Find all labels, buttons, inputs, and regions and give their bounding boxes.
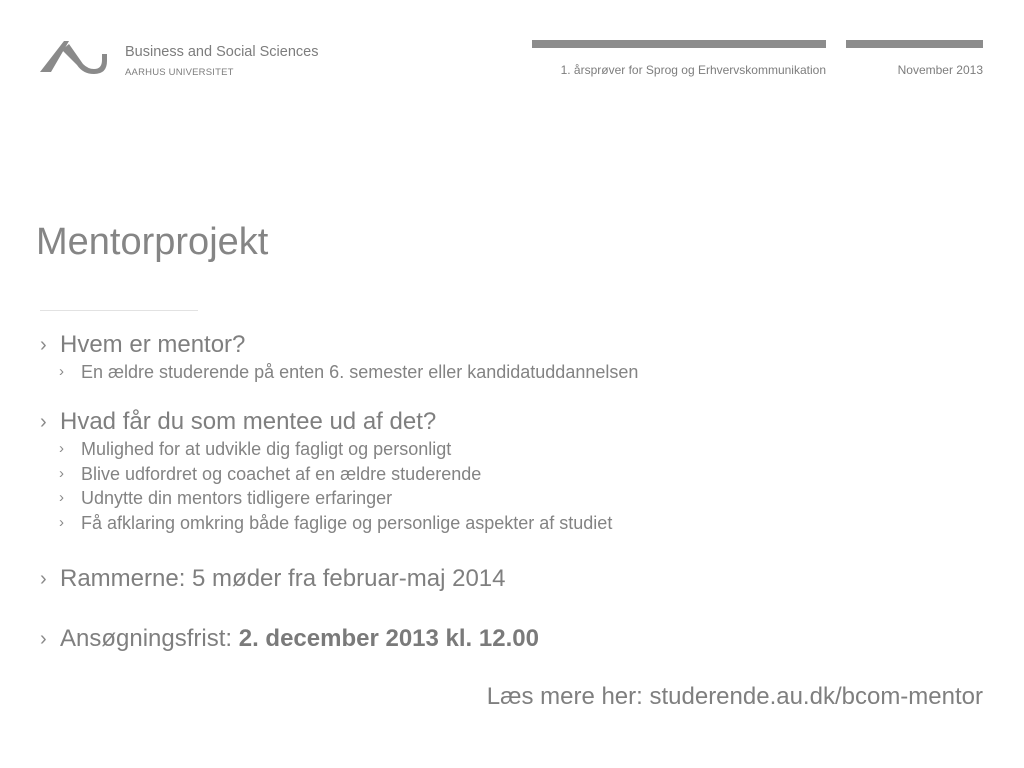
- date-label: November 2013: [897, 63, 983, 77]
- date-header-bar: [846, 40, 983, 48]
- bullet-text: Mulighed for at udvikle dig fagligt og personligt: [81, 439, 452, 459]
- university-name: AARHUS UNIVERSITET: [125, 67, 234, 78]
- bullet-level-2: [40, 511, 612, 536]
- deadline-prefix: Ansøgningsfrist:: [60, 625, 239, 652]
- bullet-arrow-icon: ›: [59, 464, 64, 482]
- bullet-arrow-icon: ›: [40, 334, 47, 356]
- bullet-arrow-icon: ›: [59, 489, 64, 506]
- section-framework: [40, 564, 506, 594]
- bullet-level-1: [40, 407, 612, 437]
- section-who-is-mentor: [40, 330, 638, 385]
- bullet-arrow-icon: ›: [40, 411, 47, 433]
- faculty-name: Business and Social Sciences: [125, 44, 319, 60]
- section-mentee-benefits: [40, 407, 612, 535]
- bullet-arrow-icon: ›: [59, 513, 64, 531]
- bullet-level-2: [40, 462, 612, 487]
- bullet-text: Få afklaring omkring både faglige og personlige aspekter af studiet: [81, 512, 613, 533]
- bullet-level-1: [40, 624, 539, 654]
- bullet-level-2: [40, 437, 612, 462]
- deadline-date: 2. december 2013 kl. 12.00: [238, 625, 539, 652]
- bullet-arrow-icon: ›: [59, 363, 64, 380]
- title-divider: [40, 310, 198, 311]
- section-deadline: [40, 624, 539, 654]
- bullet-text: En ældre studerende på enten 6. semester eller kandidatuddannelsen: [81, 362, 639, 382]
- bullet-level-2: [40, 486, 612, 511]
- bullet-arrow-icon: ›: [40, 628, 47, 650]
- read-more-link-text: Læs mere her: studerende.au.dk/bcom-mentor: [486, 683, 983, 710]
- au-logo-icon: [38, 38, 110, 78]
- org-block: [125, 43, 318, 78]
- bullet-text: Hvad får du som mentee ud af det?: [60, 408, 437, 435]
- bullet-text: Blive udfordret og coachet af en ældre studerende: [81, 463, 482, 484]
- bullet-level-1: [40, 564, 506, 594]
- bullet-arrow-icon: ›: [40, 568, 47, 590]
- bullet-level-1: [40, 330, 638, 360]
- bullet-level-2: [40, 360, 638, 385]
- slide-title: Mentorprojekt: [36, 221, 269, 263]
- bullet-arrow-icon: ›: [59, 440, 64, 457]
- course-label: 1. årsprøver for Sprog og Erhvervskommunikation: [560, 63, 826, 77]
- bullet-text: Hvem er mentor?: [60, 331, 246, 358]
- bullet-text: Udnytte din mentors tidligere erfaringer: [81, 488, 393, 508]
- bullet-text: Rammerne: 5 møder fra februar-maj 2014: [60, 565, 506, 592]
- course-header-bar: [532, 40, 826, 48]
